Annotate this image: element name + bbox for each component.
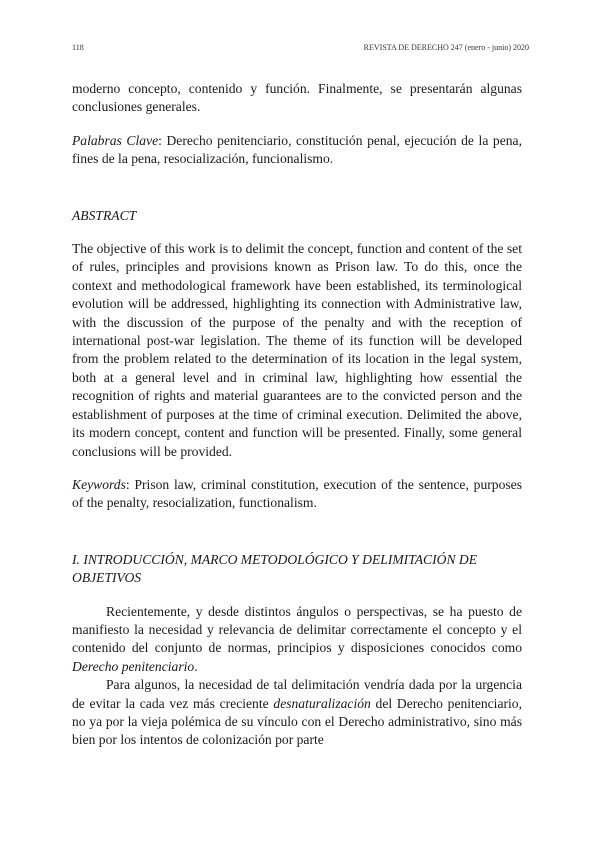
abstract-heading: ABSTRACT bbox=[72, 207, 137, 223]
intro-p1-text: Recientemente, y desde distintos ángulos o perspectivas, se ha puesto de manifiesto la necesidad y relevancia de delimitar correctamente el concepto y el contenido del conjunto de normas, principios y disposiciones conocidos como bbox=[72, 603, 522, 656]
intro-p2-text-a: Para algunos, la necesidad de tal delimitación vendría dada por la urgencia de evitar la cada vez más creciente bbox=[72, 677, 522, 711]
journal-title: REVISTA DE DERECHO 247 (enero - junio) 2020 bbox=[363, 43, 529, 52]
palabras-clave-text: : Derecho penitenciario, constitución penal, ejecución de la pena, fines de la pena, resocialización, funcionalismo. bbox=[72, 132, 522, 167]
page-content bbox=[72, 80, 522, 750]
keywords bbox=[72, 476, 522, 513]
intro-p2-text-b: del Derecho penitenciario, no ya por la vieja polémica de su vínculo con el Derecho administrativo, sino más bien por los intentos de colonización por parte bbox=[72, 695, 522, 748]
section-heading: I. INTRODUCCIÓN, MARCO METODOLÓGICO Y DELIMITACIÓN DE OBJETIVOS bbox=[72, 551, 478, 586]
keywords-text: : Prison law, criminal constitution, execution of the sentence, purposes of the penalty, resocialization, functionalism. bbox=[72, 476, 522, 511]
intro-paragraph-1 bbox=[72, 603, 522, 677]
keywords-label: Keywords bbox=[72, 476, 126, 492]
page-number: 118 bbox=[72, 43, 84, 52]
abstract-text: The objective of this work is to delimit the concept, function and content of the set of rules, principles and provisions known as Prison law. To do this, once the context and methodological framework have been established, its terminological evolution will be addressed, highlighting its connection with Administrative law, with the discussion of the purpose of the penalty and with the reception of international post-war legislation. The theme of its function will be developed from the problem related to the determination of its location in the legal system, both at a general level and in criminal law, highlighting how essential the recognition of rights and material guarantees are to the convicted person and the establishment of purposes at the time of criminal execution. Delimited the above, its modern concept, content and function will be presented. Finally, some general conclusions will be provided. bbox=[72, 241, 522, 459]
intro-p2-italic: desnaturalización bbox=[273, 695, 371, 711]
intro-paragraph-2 bbox=[72, 676, 522, 750]
intro-p1-end: . bbox=[194, 658, 198, 674]
intro-p1-italic: Derecho penitenciario bbox=[72, 658, 195, 674]
resumen-ending: moderno concepto, contenido y función. Finalmente, se presentarán algunas conclusiones generales. bbox=[72, 81, 522, 115]
palabras-clave-label: Palabras Clave bbox=[72, 132, 159, 148]
running-header bbox=[72, 43, 529, 52]
palabras-clave bbox=[72, 132, 522, 169]
